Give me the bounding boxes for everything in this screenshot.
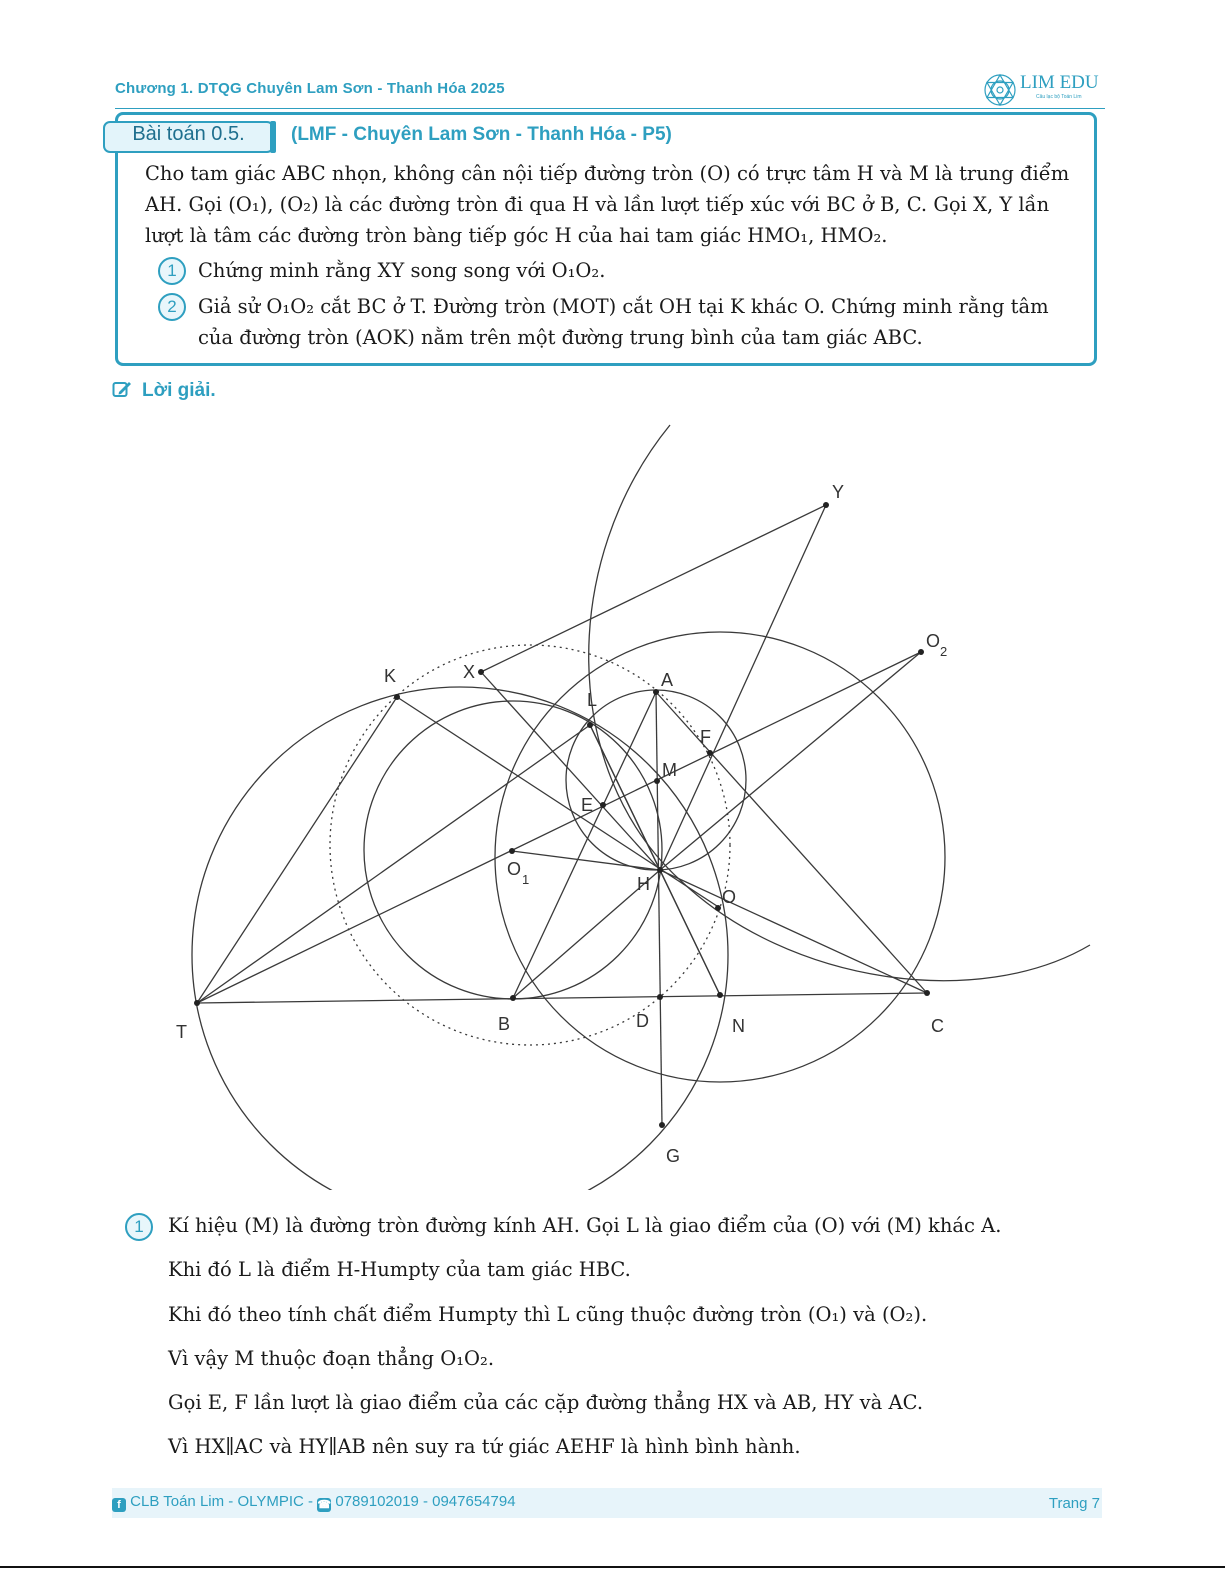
problem-source: (LMF - Chuyên Lam Sơn - Thanh Hóa - P5) [291, 124, 672, 145]
point-k [394, 694, 400, 700]
point-l [587, 722, 593, 728]
line-ab [513, 692, 656, 998]
problem-item-number: 1 [158, 257, 186, 285]
dotted-circle [330, 645, 730, 1045]
point-b [510, 995, 516, 1001]
solution-line-5: Gọi E, F lần lượt là giao điểm của các cặp đường thẳng HX và AB, HY và AC. [168, 1391, 924, 1414]
solution-heading [112, 380, 216, 402]
footer-contact [112, 1493, 516, 1512]
line-tl [197, 725, 590, 1003]
label-o: O [722, 887, 737, 907]
point-o [715, 905, 721, 911]
footer-phone: 0789102019 - 0947654794 [335, 1493, 516, 1510]
page-footer [112, 1488, 1102, 1518]
point-y [823, 502, 829, 508]
label-c: C [931, 1016, 944, 1036]
solution-line-6: Vì HX∥AC và HY∥AB nên suy ra tứ giác AEHF là hình bình hành. [168, 1435, 801, 1458]
geometry-diagram [150, 420, 1100, 1190]
point-c [924, 990, 930, 996]
label-o2-sub: 2 [940, 644, 948, 659]
solution-line-4: Vì vậy M thuộc đoạn thẳng O₁O₂. [168, 1347, 495, 1370]
problem-text-line-3: lượt là tâm các đường tròn bàng tiếp góc H của hai tam giác HMO₁, HMO₂. [145, 224, 888, 247]
circle-mot [192, 687, 728, 1190]
label-y: Y [832, 482, 845, 502]
label-h: H [637, 874, 650, 894]
facebook-icon: f [112, 1498, 126, 1512]
label-o1: O [507, 859, 522, 879]
edit-icon [112, 380, 132, 398]
line-xy [481, 505, 826, 672]
label-x: X [463, 662, 476, 682]
line-t-o2 [197, 652, 921, 1003]
line-yh [660, 505, 826, 870]
point-g [659, 1122, 665, 1128]
label-k: K [384, 666, 397, 686]
label-g: G [666, 1146, 681, 1166]
problem-label: Bài toán 0.5. [132, 123, 245, 145]
label-a: A [661, 670, 674, 690]
line-hc [660, 870, 927, 993]
solution-item-number: 1 [125, 1213, 153, 1241]
solution-heading-text: Lời giải. [142, 380, 216, 401]
page-header [115, 72, 1105, 110]
point-a [653, 689, 659, 695]
solution-line-1: Kí hiệu (M) là đường tròn đường kính AH. Gọi L là giao điểm của (O) với (M) khác A. [168, 1214, 1002, 1237]
footer-club-name: CLB Toán Lim - OLYMPIC - [130, 1493, 318, 1510]
label-m: M [662, 760, 677, 780]
problem-item-number: 2 [158, 293, 186, 321]
label-f: F [700, 727, 711, 747]
point-o2 [918, 649, 924, 655]
circle-o2-arc [589, 425, 1090, 981]
header-divider [115, 108, 1105, 109]
point-m [654, 778, 660, 784]
line-o2h [660, 652, 921, 870]
label-o2: O [926, 631, 941, 651]
point-x [478, 669, 484, 675]
problem-text-line-2: AH. Gọi (O₁), (O₂) là các đường tròn đi qua H và lần lượt tiếp xúc với BC ở B, C. Gọi X, Y lần [145, 193, 1050, 216]
label-d: D [636, 1011, 649, 1031]
label-l: L [587, 690, 598, 710]
point-t [194, 1000, 200, 1006]
label-b: B [498, 1014, 511, 1034]
label-o1-sub: 1 [522, 872, 530, 887]
logo-emblem-icon [980, 72, 1020, 108]
line-xh [481, 672, 660, 870]
line-a-g [656, 692, 662, 1125]
problem-item-1-text: Chứng minh rằng XY song song với O₁O₂. [198, 259, 606, 282]
line-lh [590, 725, 660, 870]
line-tc [197, 993, 927, 1003]
point-f [707, 750, 713, 756]
point-h [657, 867, 663, 873]
problem-item-2-text-line-1: Giả sử O₁O₂ cắt BC ở T. Đường tròn (MOT) cắt OH tại K khác O. Chứng minh rằng tâm [198, 295, 1049, 318]
point-e [600, 802, 606, 808]
label-t: T [176, 1022, 187, 1042]
point-n [717, 992, 723, 998]
point-d [657, 994, 663, 1000]
point-o1 [509, 848, 515, 854]
bottom-border [0, 1566, 1225, 1568]
lim-edu-logo [980, 72, 1105, 108]
phone-icon: ☎ [317, 1499, 332, 1511]
label-e: E [581, 795, 594, 815]
geometry-figure [150, 420, 1100, 1190]
problem-item-2-text-line-2: của đường tròn (AOK) nằm trên một đường trung bình của tam giác ABC. [198, 326, 923, 349]
chapter-title: Chương 1. DTQG Chuyên Lam Sơn - Thanh Hóa 2025 [115, 80, 505, 97]
solution-line-2: Khi đó L là điểm H-Humpty của tam giác HBC. [168, 1258, 631, 1281]
page-number: Trang 7 [1048, 1495, 1100, 1512]
line-ko [397, 697, 720, 908]
problem-text-line-1: Cho tam giác ABC nhọn, không cân nội tiếp đường tròn (O) có trực tâm H và M là trung điểm [145, 162, 1070, 185]
label-n: N [732, 1016, 745, 1036]
logo-text: LIM EDU [1020, 72, 1099, 93]
logo-subtext: Câu lạc bộ Toán Lim [1036, 94, 1082, 100]
solution-line-3: Khi đó theo tính chất điểm Humpty thì L cũng thuộc đường tròn (O₁) và (O₂). [168, 1303, 928, 1326]
